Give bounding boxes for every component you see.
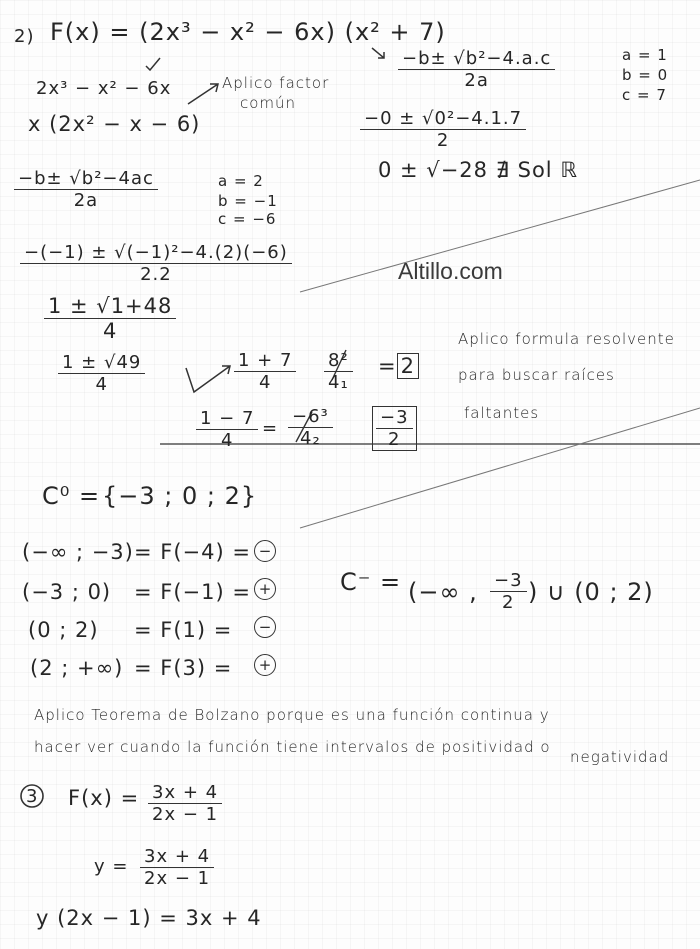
y-multiplied-equation: y (2x − 1) = 3x + 4 bbox=[36, 906, 262, 930]
root-2-simplified-numerator: −6³ bbox=[288, 406, 333, 428]
y-equation-fraction bbox=[140, 846, 214, 889]
factor-note-line-1: Aplico factor bbox=[222, 74, 330, 92]
interval-4-sign: + bbox=[254, 654, 276, 676]
second-substitution-fraction bbox=[360, 108, 526, 151]
interval-3: (0 ; 2) bbox=[28, 618, 99, 642]
bolzano-line-2: hacer ver cuando la función tiene intervalos de positividad o bbox=[34, 738, 551, 756]
polynomial: 2x³ − x² − 6x bbox=[36, 78, 172, 99]
sqrt-numerator: 1 ± √49 bbox=[58, 352, 145, 374]
second-substitution-numerator: −0 ± √0²−4.1.7 bbox=[360, 108, 526, 130]
zeros-label: C⁰ = bbox=[42, 482, 101, 510]
y-equation-denominator: 2x − 1 bbox=[144, 868, 211, 889]
second-substitution-denominator: 2 bbox=[436, 130, 450, 151]
exercise-3-lhs: F(x) = bbox=[68, 786, 140, 810]
root-1-simplified bbox=[324, 350, 353, 393]
interval-3-sign: − bbox=[254, 616, 276, 638]
interval-1-eval: = F(−4) = bbox=[134, 540, 251, 564]
root-1-result: = 2 bbox=[378, 354, 419, 378]
check-mark bbox=[146, 58, 160, 70]
coef-c: c = −6 bbox=[218, 210, 277, 228]
second-formula-numerator: −b± √b²−4.a.c bbox=[398, 48, 555, 70]
step-denominator: 4 bbox=[103, 319, 118, 343]
negative-set-part-b: ) ∪ (0 ; 2) bbox=[528, 578, 654, 606]
bolzano-line-3: negatividad bbox=[570, 748, 670, 766]
second-formula-fraction bbox=[398, 48, 555, 91]
zeros-set: {−3 ; 0 ; 2} bbox=[102, 482, 258, 510]
second-coef-b: b = 0 bbox=[622, 66, 669, 84]
equals-sign: = bbox=[262, 418, 279, 439]
arrow-second bbox=[372, 48, 384, 58]
factored-polynomial: x (2x² − x − 6) bbox=[28, 112, 201, 136]
root-2-result-numerator: −3 bbox=[376, 407, 413, 429]
bolzano-line-1: Aplico Teorema de Bolzano porque es una función continua y bbox=[34, 706, 550, 724]
root-1-simplified-denominator: 4₁ bbox=[328, 372, 349, 393]
diag-line-2 bbox=[300, 408, 700, 528]
interval-4-eval: = F(3) = bbox=[134, 656, 233, 680]
coef-a: a = 2 bbox=[218, 172, 264, 190]
y-equation-numerator: 3x + 4 bbox=[140, 846, 214, 868]
root-1-denominator: 4 bbox=[258, 372, 272, 393]
exercise-3-denominator: 2x − 1 bbox=[152, 804, 219, 825]
root-2-numerator: 1 − 7 bbox=[196, 408, 258, 430]
second-coef-a: a = 1 bbox=[622, 46, 668, 64]
step-numerator: 1 ± √1+48 bbox=[44, 294, 176, 319]
y-equation-lhs: y = bbox=[94, 856, 129, 877]
formula-numerator: −b± √b²−4ac bbox=[14, 168, 158, 190]
watermark-text: Altillo.com bbox=[398, 258, 503, 284]
root-2-result bbox=[372, 406, 417, 451]
method-note-line-3: faltantes bbox=[464, 404, 540, 422]
negative-set-fraction-numerator: −3 bbox=[490, 570, 527, 592]
interval-1-sign: − bbox=[254, 540, 276, 562]
step-fraction bbox=[44, 294, 176, 343]
method-note-line-1: Aplico formula resolvente bbox=[458, 330, 675, 348]
root-1-simplified-numerator: 8² bbox=[324, 350, 353, 372]
arrow-factor bbox=[188, 84, 218, 104]
root-1-result-value: 2 bbox=[397, 353, 419, 379]
substitution-numerator: −(−1) ± √(−1)²−4.(2)(−6) bbox=[20, 242, 292, 264]
negative-set-fraction-denominator: 2 bbox=[502, 592, 515, 613]
exercise-3-fraction bbox=[148, 782, 222, 825]
coef-b: b = −1 bbox=[218, 192, 278, 210]
factor-note-line-2: común bbox=[240, 94, 297, 112]
sqrt-denominator: 4 bbox=[95, 374, 108, 395]
substitution-denominator: 2.2 bbox=[140, 264, 172, 285]
root-2-denominator: 4 bbox=[220, 430, 234, 451]
exercise-2-number: 2) bbox=[14, 26, 35, 47]
formula-fraction bbox=[14, 168, 158, 211]
interval-4: (2 ; +∞) bbox=[30, 656, 124, 680]
exercise-3-number: 3 bbox=[26, 786, 39, 807]
interval-2-sign: + bbox=[254, 578, 276, 600]
second-coef-c: c = 7 bbox=[622, 86, 667, 104]
interval-2: (−3 ; 0) bbox=[22, 580, 112, 604]
root-1-numerator: 1 + 7 bbox=[234, 350, 296, 372]
formula-denominator: 2a bbox=[73, 190, 99, 211]
negative-set-fraction bbox=[490, 570, 527, 613]
sqrt-fraction bbox=[58, 352, 145, 395]
arrow-roots bbox=[186, 366, 230, 392]
root-2-simplified bbox=[288, 406, 333, 449]
exercise-2-function: F(x) = (2x³ − x² − 6x) (x² + 7) bbox=[50, 18, 446, 46]
interval-2-eval: = F(−1) = bbox=[134, 580, 251, 604]
second-formula-denominator: 2a bbox=[464, 70, 489, 91]
negative-set-part-a: (−∞ , bbox=[408, 578, 478, 606]
interval-3-eval: = F(1) = bbox=[134, 618, 233, 642]
second-result: 0 ± √−28 ∄ Sol ℝ bbox=[378, 158, 578, 182]
exercise-3-numerator: 3x + 4 bbox=[148, 782, 222, 804]
root-2-result-denominator: 2 bbox=[388, 429, 401, 450]
method-note-line-2: para buscar raíces bbox=[458, 366, 615, 384]
interval-1: (−∞ ; −3) bbox=[22, 540, 134, 564]
root-1-fraction bbox=[234, 350, 296, 393]
substitution-fraction bbox=[20, 242, 292, 285]
negative-set-label: C⁻ = bbox=[340, 568, 402, 596]
root-2-simplified-denominator: 4₂ bbox=[300, 428, 321, 449]
root-2-fraction bbox=[196, 408, 258, 451]
